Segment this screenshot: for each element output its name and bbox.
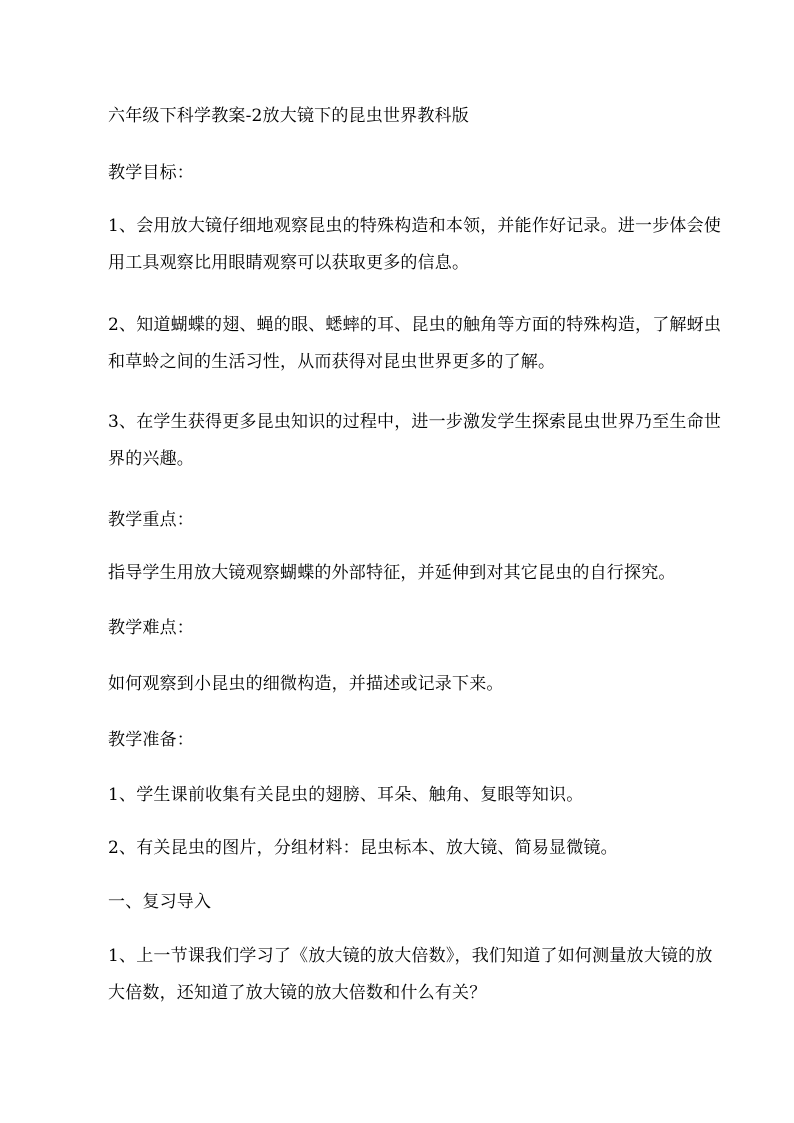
objectives-heading: 教学目标： (108, 163, 194, 183)
objective-2: 2、知道蝴蝶的翅、蝇的眼、蟋蟀的耳、昆虫的触角等方面的特殊构造，了解蚜虫和草蛉之间的生活习性，从而获得对昆虫世界更多的了解。 (108, 315, 722, 372)
preparation-heading: 教学准备： (108, 730, 194, 750)
difficulties-text: 如何观察到小昆虫的细微构造，并描述或记录下来。 (108, 674, 504, 694)
preparation-item-2: 2、有关昆虫的图片，分组材料：昆虫标本、放大镜、简易显微镜。 (108, 838, 618, 858)
document-title: 六年级下科学教案-2放大镜下的昆虫世界教科版 (108, 106, 469, 126)
objective-3: 3、在学生获得更多昆虫知识的过程中，进一步激发学生探索昆虫世界乃至生命世界的兴趣。 (108, 412, 722, 469)
key-points-text: 指导学生用放大镜观察蝴蝶的外部特征，并延伸到对其它昆虫的自行探究。 (108, 563, 676, 583)
key-points-heading: 教学重点： (108, 510, 194, 530)
difficulties-heading: 教学难点： (108, 618, 194, 638)
section-1-heading: 一、复习导入 (108, 892, 212, 912)
preparation-item-1: 1、学生课前收集有关昆虫的翅膀、耳朵、触角、复眼等知识。 (108, 785, 584, 805)
section-1-item-1: 1、上一节课我们学习了《放大镜的放大倍数》，我们知道了如何测量放大镜的放大倍数，还知道了放大镜的放大倍数和什么有关？ (108, 946, 713, 1003)
objective-1: 1、会用放大镜仔细地观察昆虫的特殊构造和本领，并能作好记录。进一步体会使用工具观察比用眼睛观察可以获取更多的信息。 (108, 216, 722, 273)
